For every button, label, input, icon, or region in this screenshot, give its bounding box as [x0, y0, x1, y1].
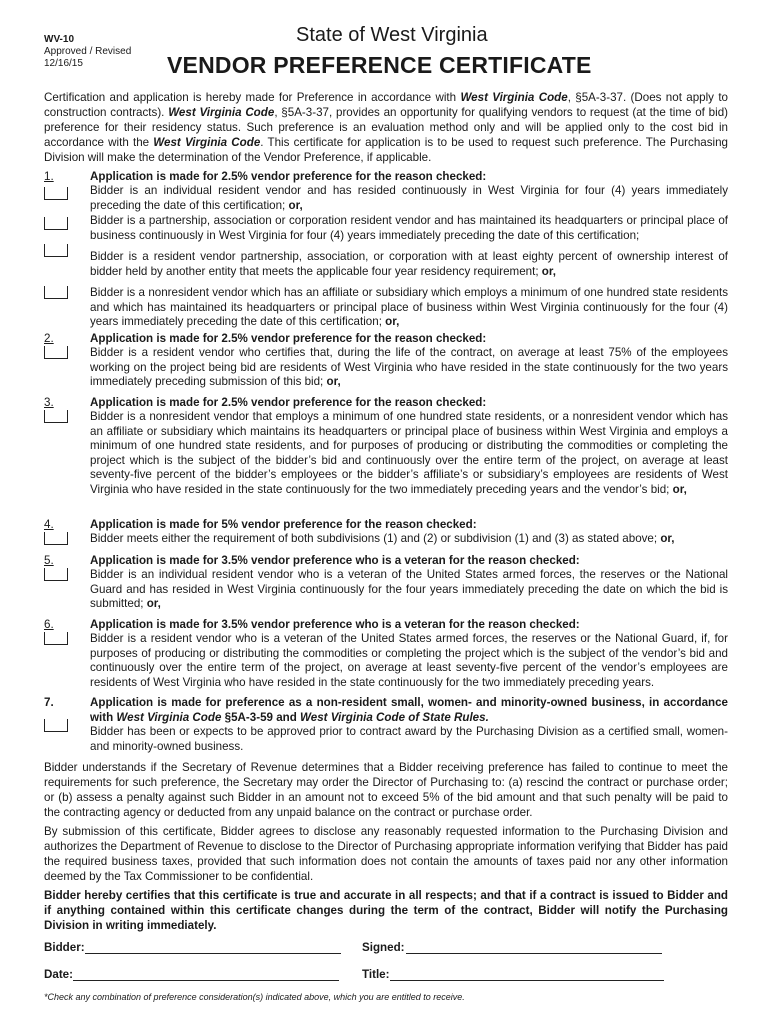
intro-paragraph: Certification and application is hereby made for Preference in accordance with West Virginia Code, §5A-3-37. (Does not apply to construction contracts). West Virginia Code, §5A-3-37, provides an opportunity for qualifying vendors to request (at the time of bid) preference for their residency status. Such preference is an evaluation method only and will be applied only to the cost bid in accordance with the West Virginia Code. This certificate for application is to be used to request such preference. The Purchasing Division will make the determination of the Vendor Preference, if applicable.	[44, 91, 729, 164]
option-checkbox[interactable]	[44, 568, 68, 581]
option-checkbox[interactable]	[44, 532, 68, 545]
item-number: 1.	[44, 170, 54, 183]
item-number: 5.	[44, 554, 54, 567]
item-number: 6.	[44, 618, 54, 631]
signature-row-1	[44, 941, 728, 954]
form-date: 12/16/15	[44, 58, 83, 69]
signed-field[interactable]	[406, 941, 662, 954]
bidder-label: Bidder:	[44, 941, 85, 954]
item-heading: Application is made for 2.5% vendor preference for the reason checked:	[90, 332, 487, 345]
form-code: WV-10	[44, 34, 75, 45]
form-approved: Approved / Revised	[44, 46, 132, 57]
footnote: *Check any combination of preference consideration(s) indicated above, which you are entitled to receive.	[44, 992, 465, 1002]
option-checkbox[interactable]	[44, 632, 68, 645]
option-checkbox[interactable]	[44, 346, 68, 359]
option-checkbox[interactable]	[44, 286, 68, 299]
title-field[interactable]	[390, 968, 664, 981]
date-field[interactable]	[73, 968, 339, 981]
title-label: Title:	[362, 968, 390, 981]
option-checkbox[interactable]	[44, 719, 68, 732]
penalty-paragraph: Bidder understands if the Secretary of Revenue determines that a Bidder receiving preference has failed to continue to meet the requirements for such preference, the Secretary may order the Director of Purchasing to: (a) rescind the contract or purchase order; or (b) assess a penalty against such Bidder in an amount not to exceed 5% of the bid amount and that such penalty will be paid to the contracting agency or deducted from any unpaid balance on the contract or purchase order.	[44, 761, 728, 819]
signed-label: Signed:	[362, 941, 405, 954]
bidder-field[interactable]	[85, 941, 341, 954]
item-heading: Application is made for preference as a non-resident small, women- and minority-owned business, in accordance with West Virginia Code §5A-3-59 and West Virginia Code of State Rules.	[90, 696, 728, 724]
signature-row-2	[44, 968, 728, 981]
certification-paragraph: Bidder hereby certifies that this certificate is true and accurate in all respects; and that if a contract is issued to Bidder and if anything contained within this certificate changes during the term of the contract, Bidder will notify the Purchasing Division in writing immediately.	[44, 889, 728, 932]
item-heading: Application is made for 3.5% vendor preference who is a veteran for the reason checked:	[90, 554, 580, 567]
option-checkbox[interactable]	[44, 244, 68, 257]
item-heading: Application is made for 2.5% vendor preference for the reason checked:	[90, 170, 487, 183]
date-label: Date:	[44, 968, 73, 981]
item-heading: Application is made for 5% vendor preference for the reason checked:	[90, 518, 477, 531]
item-heading: Application is made for 3.5% vendor preference who is a veteran for the reason checked:	[90, 618, 580, 631]
item-number: 3.	[44, 396, 54, 409]
item-heading: Application is made for 2.5% vendor preference for the reason checked:	[90, 396, 487, 409]
disclosure-paragraph: By submission of this certificate, Bidder agrees to disclose any reasonably requested information to the Purchasing Division and authorizes the Department of Revenue to disclose to the Director of Purchasing appropriate information verifying that Bidder has paid the required business taxes, provided that such information does not contain the amounts of taxes paid nor any other information deemed by the Tax Commissioner to be confidential.	[44, 825, 728, 883]
item-number: 2.	[44, 332, 54, 345]
option-checkbox[interactable]	[44, 410, 68, 423]
form-code-block	[44, 34, 131, 70]
option-checkbox[interactable]	[44, 217, 68, 230]
state-heading: State of West Virginia	[296, 24, 488, 46]
item-number: 7.	[44, 696, 54, 709]
item-number: 4.	[44, 518, 54, 531]
option-checkbox[interactable]	[44, 187, 68, 200]
page-title: VENDOR PREFERENCE CERTIFICATE	[167, 52, 592, 78]
